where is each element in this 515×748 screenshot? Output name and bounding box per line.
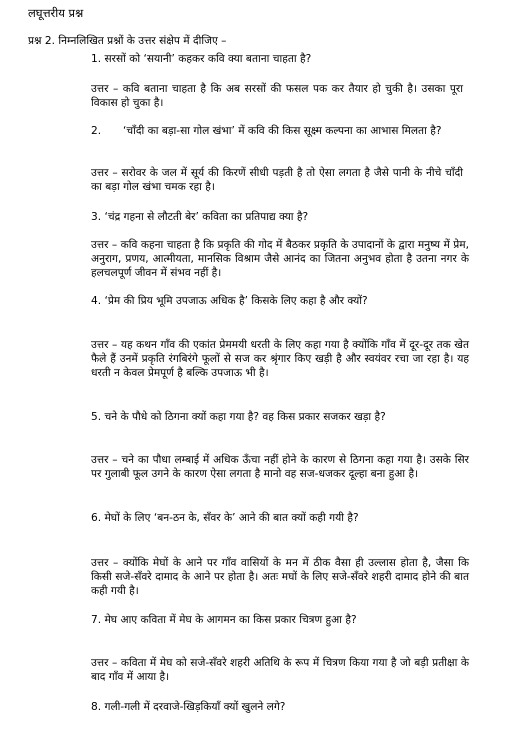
answer-1: उत्तर – कवि बताना चाहता है कि अब सरसों की फसल पक कर तैयार हो चुकी है। उसका पूरा विकास हो चुका है।	[91, 83, 463, 109]
answer-6: उत्तर – क्योंकि मेघों के आने पर गाँव वासियों के मन में ठीक वैसा ही उल्लास होता है, जैसा कि किसी सजे-सँवरे दामाद के आने पर होता है। अतः मघों के लिए सजे-सँवरे शहरी दामाद होने की बात कही गयी है।	[91, 557, 469, 597]
question-3: 3. ‘चंद्र गहना से लौटती बेर’ कविता का प्रतिपाद्य क्या है?	[91, 211, 309, 223]
question-2-text: ‘चाँदी का बड़ा-सा गोल खंभा’ में कवि की किस सूक्ष्म कल्पना का आभास मिलता है?	[123, 125, 442, 137]
answer-5: उत्तर – चने का पौधा लम्बाई में अधिक ऊँचा नहीं होने के कारण से ठिगना कहा गया है। उसके सिर पर गुलाबी फूल उगने के कारण ऐसा लगता है मानो वह सज-धजकर दूल्हा बना हुआ है।	[91, 454, 469, 480]
question-1: 1. सरसों को ‘सयानी’ कहकर कवि क्या बताना चाहता है?	[91, 53, 312, 65]
question-6: 6. मेघों के लिए ‘बन-ठन के, सँवर के’ आने की बात क्यों कही गयी है?	[91, 512, 359, 524]
answer-7: उत्तर – कविता में मेघ को सजे-सँवरे शहरी अतिथि के रूप में चित्रण किया गया है जो बड़ी प्रतीक्षा के बाद गाँव में आया है।	[91, 657, 469, 683]
question-2	[91, 124, 469, 138]
question-2-number: 2.	[91, 125, 102, 137]
question-header: प्रश्न 2. निम्नलिखित प्रश्नों के उत्तर संक्षेप में दीजिए –	[28, 35, 227, 47]
answer-3: उत्तर – कवि कहना चाहता है कि प्रकृति की गोद में बैठकर प्रकृति के उपादानों के द्वारा मनुष्य में प्रेम, अनुराग, प्रणय, आत्मीयता, मानसिक विश्राम जैसे आनंद का जितना अनुभव होता है उतना नगर के हलचलपूर्ण जीवन में संभव नहीं है।	[91, 239, 469, 279]
section-title: लघूत्तरीय प्रश्न	[28, 6, 84, 20]
question-8: 8. गली-गली में दरवाजे-खिड़कियाँ क्यों खुलने लगे?	[91, 701, 286, 713]
question-7: 7. मेघ आए कविता में मेघ के आगमन का किस प्रकार चित्रण हुआ है?	[91, 614, 357, 626]
question-5: 5. चने के पौधे को ठिगना क्यों कहा गया है? वह किस प्रकार सजकर खड़ा है?	[91, 411, 386, 423]
question-4: 4. ‘प्रेम की प्रिय भूमि उपजाऊ अधिक है’ किसके लिए कहा है और क्यों?	[91, 295, 368, 307]
answer-4: उत्तर – यह कथन गाँव की एकांत प्रेममयी धरती के लिए कहा गया है क्योंकि गाँव में दूर-दूर तक खेत फैले हैं उनमें प्रकृति रंगबिरंगे फूलों से सज कर श्रृंगार किए खड़ी है और स्वयंवर रचा जा रहा है। यह धरती न केवल प्रेमपूर्ण है बल्कि उपजाऊ भी है।	[91, 339, 469, 379]
answer-2: उत्तर – सरोवर के जल में सूर्य की किरणें सीधी पड़ती है तो ऐसा लगता है जैसे पानी के नीचे चाँदी का बड़ा गोल खंभा चमक रहा है।	[91, 167, 463, 193]
